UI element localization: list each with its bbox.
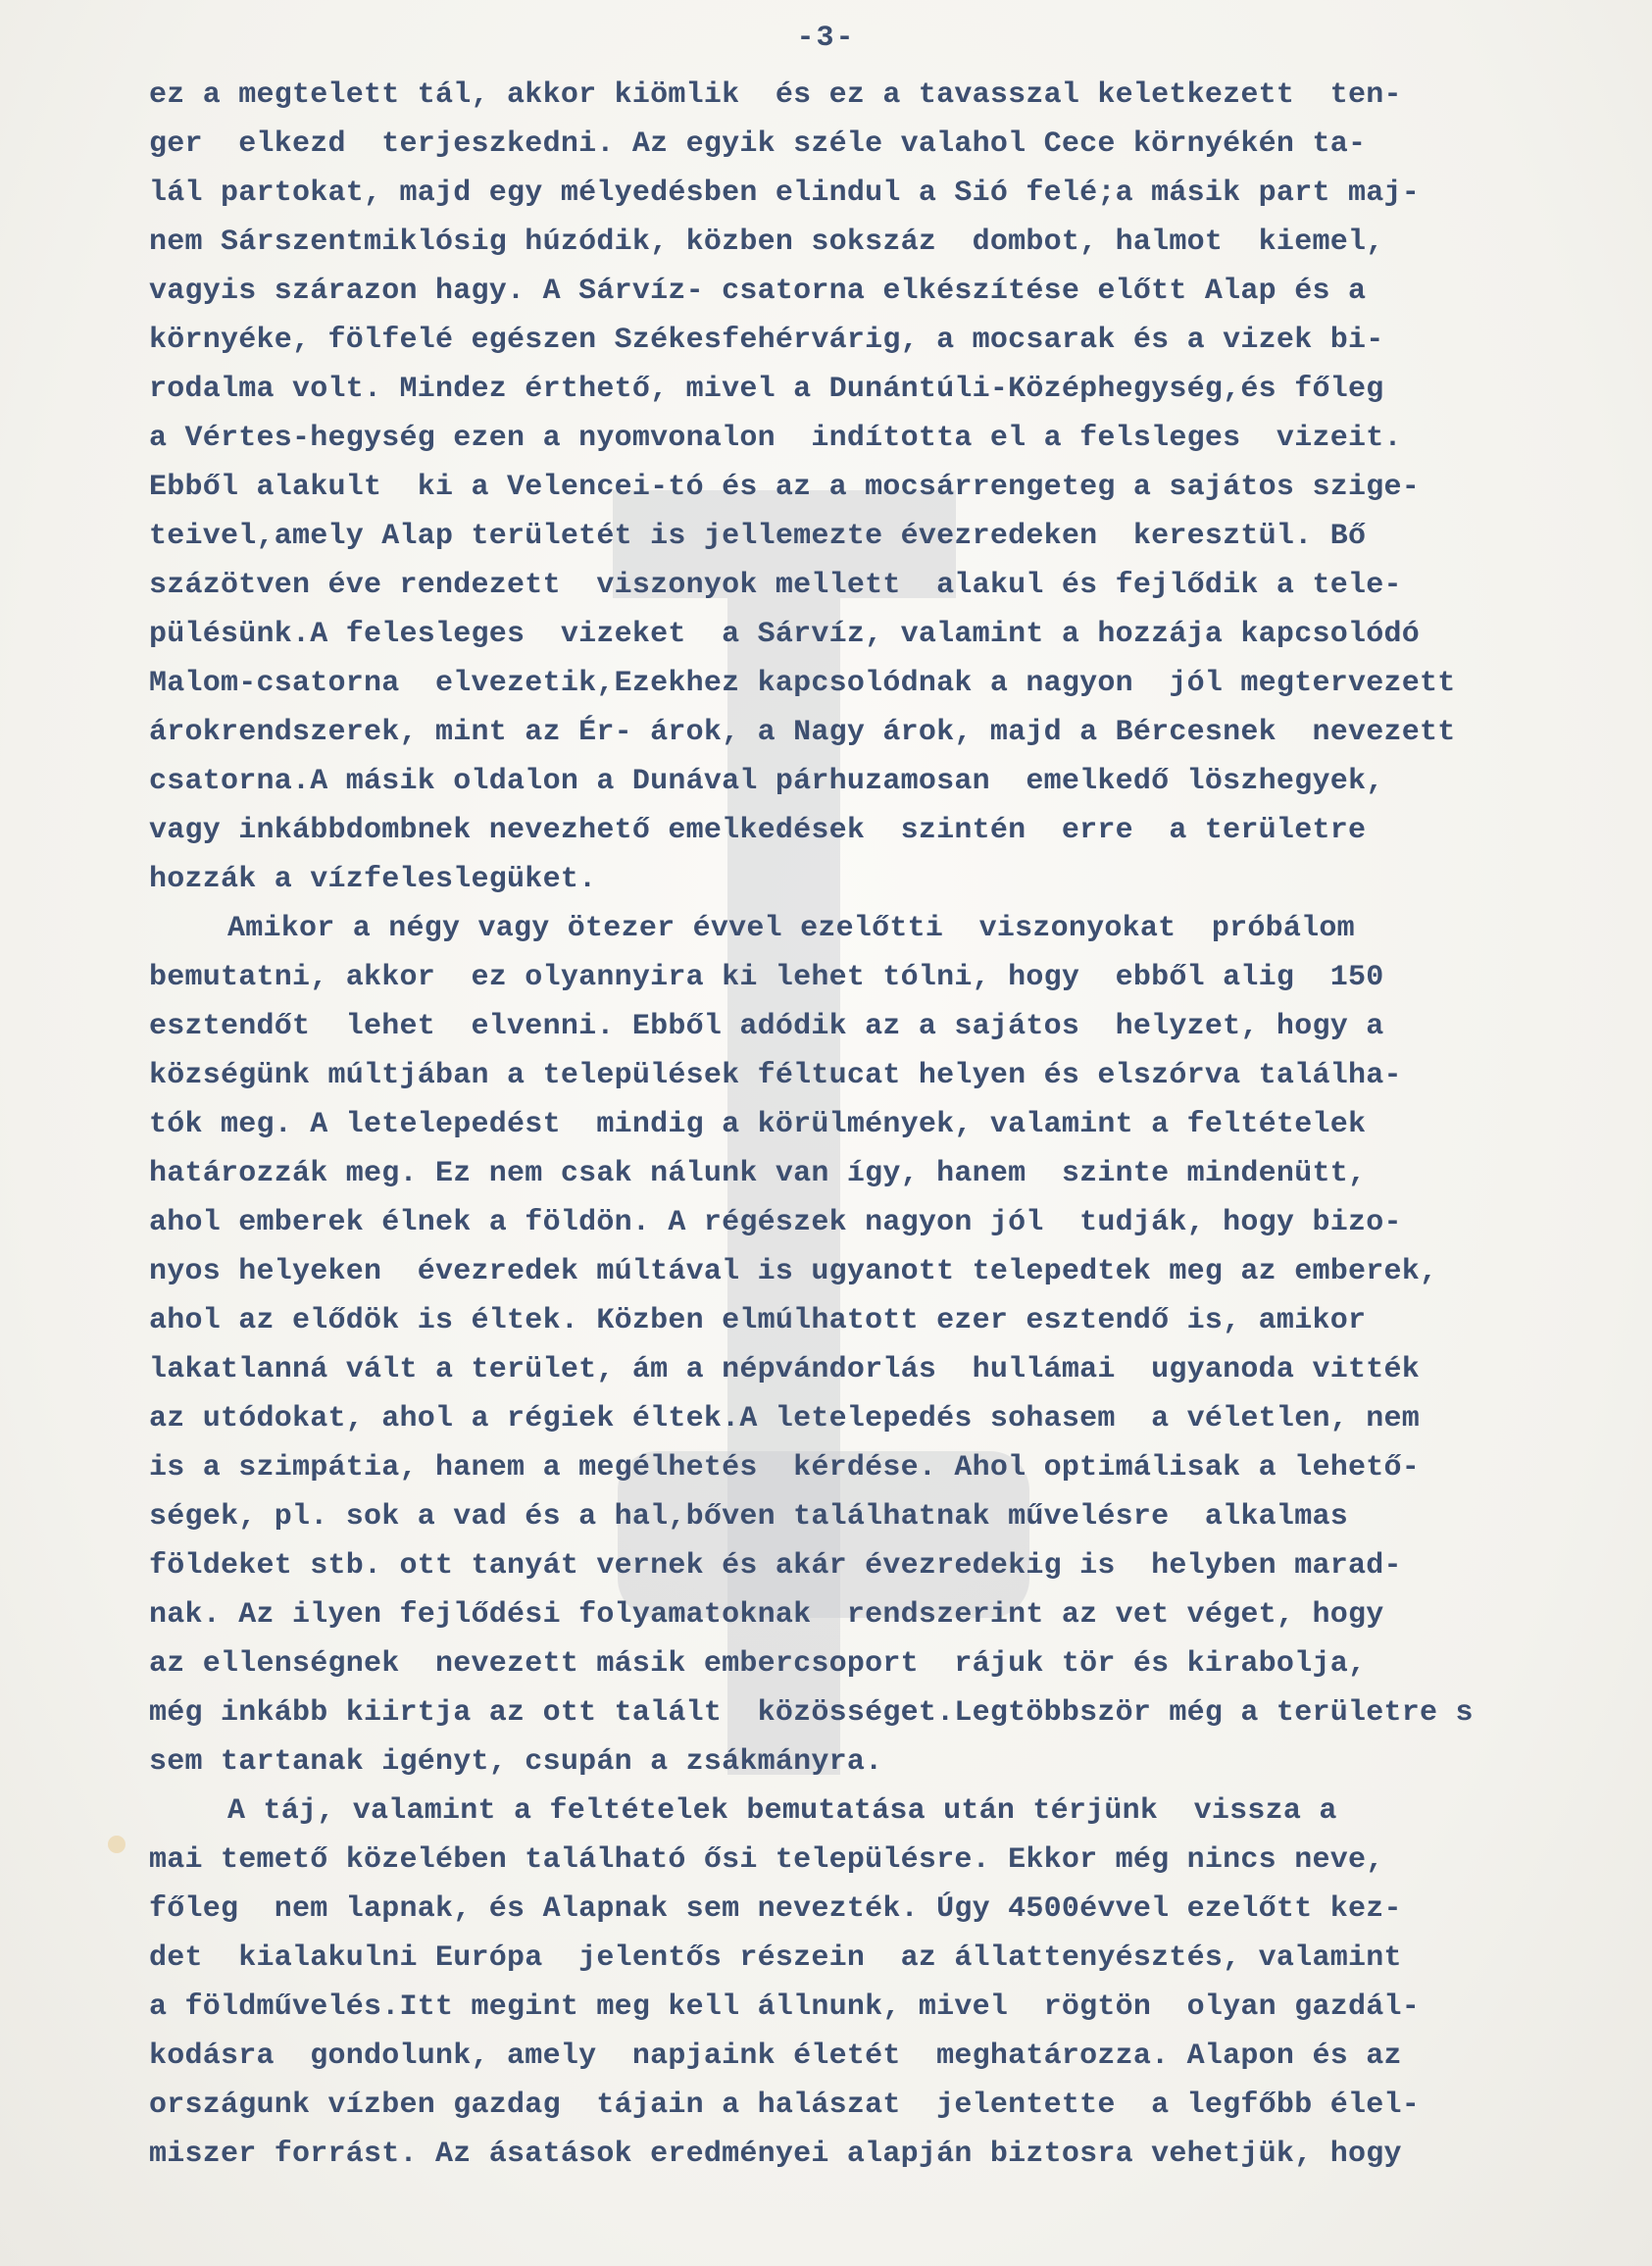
text-line: még inkább kiirtja az ott talált közösséget.Legtöbbször még a területre s: [149, 1696, 1474, 1730]
text-line: pülésünk.A felesleges vizeket a Sárvíz, valamint a hozzája kapcsolódó: [149, 618, 1420, 651]
text-line: árokrendszerek, mint az Ér- árok, a Nagy árok, majd a Bércesnek nevezett: [149, 716, 1456, 749]
text-line: az utódokat, ahol a régiek éltek.A letelepedés sohasem a véletlen, nem: [149, 1402, 1420, 1435]
page-number: -3-: [796, 22, 856, 55]
text-line: Ebből alakult ki a Velencei-tó és az a mocsárrengeteg a sajátos szige-: [149, 471, 1420, 504]
text-line: országunk vízben gazdag tájain a halászat jelentette a legfőbb élel-: [149, 2089, 1420, 2122]
text-line: százötven éve rendezett viszonyok mellett alakul és fejlődik a tele-: [149, 569, 1402, 602]
text-line: mai temető közelében található ősi településre. Ekkor még nincs neve,: [149, 1843, 1384, 1877]
paper-stain: [108, 1836, 125, 1853]
text-line: főleg nem lapnak, és Alapnak sem nevezték. Úgy 4500évvel ezelőtt kez-: [149, 1892, 1402, 1926]
text-line: det kialakulni Európa jelentős részein az állattenyésztés, valamint: [149, 1941, 1402, 1975]
text-line: a földművelés.Itt megint meg kell állnunk, mivel rögtön olyan gazdál-: [149, 1990, 1420, 2024]
text-line: teivel,amely Alap területét is jellemezte évezredeken keresztül. Bő: [149, 520, 1367, 553]
text-line: sem tartanak igényt, csupán a zsákmányra.: [149, 1745, 883, 1779]
text-line: vagyis szárazon hagy. A Sárvíz- csatorna elkészítése előtt Alap és a: [149, 275, 1367, 308]
body-text: [149, 71, 1620, 2179]
text-line: környéke, fölfelé egészen Székesfehérvárig, a mocsarak és a vizek bi-: [149, 324, 1384, 357]
text-line: lál partokat, majd egy mélyedésben elindul a Sió felé;a másik part maj-: [149, 176, 1420, 210]
text-line: kodásra gondolunk, amely napjaink életét meghatározza. Alapon és az: [149, 2039, 1402, 2073]
text-line: nem Sárszentmiklósig húzódik, közben sokszáz dombot, halmot kiemel,: [149, 226, 1384, 259]
text-line: hozzák a vízfeleslegüket.: [149, 863, 597, 896]
text-line: a Vértes-hegység ezen a nyomvonalon indította el a felsleges vizeit.: [149, 422, 1402, 455]
text-line: bemutatni, akkor ez olyannyira ki lehet tólni, hogy ebből alig 150: [149, 961, 1384, 994]
text-line: ahol emberek élnek a földön. A régészek nagyon jól tudják, hogy bizo-: [149, 1206, 1402, 1239]
text-line: esztendőt lehet elvenni. Ebből adódik az a sajátos helyzet, hogy a: [149, 1010, 1384, 1043]
text-line: nak. Az ilyen fejlődési folyamatoknak rendszerint az vet véget, hogy: [149, 1598, 1384, 1632]
text-line: földeket stb. ott tanyát vernek és akár évezredekig is helyben marad-: [149, 1549, 1402, 1583]
text-line: lakatlanná vált a terület, ám a népvándorlás hullámai ugyanoda vitték: [149, 1353, 1420, 1386]
text-line: ger elkezd terjeszkedni. Az egyik széle valahol Cece környékén ta-: [149, 127, 1367, 161]
text-line: ségek, pl. sok a vad és a hal,bőven találhatnak művelésre alkalmas: [149, 1500, 1348, 1534]
text-line: A táj, valamint a feltételek bemutatása után térjünk vissza a: [227, 1794, 1337, 1828]
text-line: is a szimpátia, hanem a megélhetés kérdése. Ahol optimálisak a lehető-: [149, 1451, 1420, 1485]
text-line: az ellenségnek nevezett másik embercsoport rájuk tör és kirabolja,: [149, 1647, 1367, 1681]
text-line: községünk múltjában a települések féltucat helyen és elszórva találha-: [149, 1059, 1402, 1092]
text-line: nyos helyeken évezredek múltával is ugyanott telepedtek meg az emberek,: [149, 1255, 1438, 1288]
text-line: ez a megtelett tál, akkor kiömlik és ez a tavasszal keletkezett ten-: [149, 78, 1402, 112]
text-line: tók meg. A letelepedést mindig a körülmények, valamint a feltételek: [149, 1108, 1367, 1141]
text-line: csatorna.A másik oldalon a Dunával párhuzamosan emelkedő löszhegyek,: [149, 765, 1384, 798]
text-line: ahol az elődök is éltek. Közben elmúlhatott ezer esztendő is, amikor: [149, 1304, 1367, 1337]
text-line: Malom-csatorna elvezetik,Ezekhez kapcsolódnak a nagyon jól megtervezett: [149, 667, 1456, 700]
text-line: vagy inkábbdombnek nevezhető emelkedések szintén erre a területre: [149, 814, 1367, 847]
text-line: határozzák meg. Ez nem csak nálunk van így, hanem szinte mindenütt,: [149, 1157, 1367, 1190]
text-line: Amikor a négy vagy ötezer évvel ezelőtti viszonyokat próbálom: [227, 912, 1355, 945]
text-line: rodalma volt. Mindez érthető, mivel a Dunántúli-Középhegység,és főleg: [149, 373, 1384, 406]
text-line: miszer forrást. Az ásatások eredményei alapján biztosra vehetjük, hogy: [149, 2138, 1402, 2171]
